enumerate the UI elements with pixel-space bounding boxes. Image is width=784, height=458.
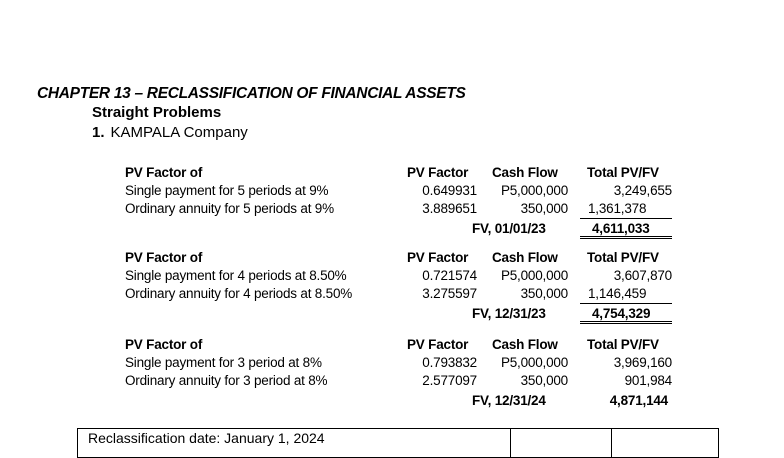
header-cash-flow: Cash Flow bbox=[492, 250, 558, 265]
header-total-pv-fv: Total PV/FV bbox=[587, 250, 659, 265]
row-label: Single payment for 3 period at 8% bbox=[125, 355, 322, 370]
reclassification-table bbox=[77, 428, 719, 458]
chapter-title: CHAPTER 13 – RECLASSIFICATION OF FINANCIAL ASSETS bbox=[37, 85, 466, 102]
problem-heading bbox=[92, 124, 248, 141]
row-label: Ordinary annuity for 4 periods at 8.50% bbox=[125, 286, 353, 301]
row-factor: 2.577097 bbox=[422, 373, 477, 388]
fv-total: 4,611,033 bbox=[592, 221, 650, 236]
pv-block-1 bbox=[0, 165, 784, 249]
row-label: Ordinary annuity for 5 periods at 9% bbox=[125, 201, 334, 216]
header-pv-factor-of: PV Factor of bbox=[125, 337, 203, 352]
row-total: 3,969,160 bbox=[613, 355, 672, 370]
row-factor: 0.721574 bbox=[422, 268, 477, 283]
pv-block-3 bbox=[0, 337, 784, 421]
fv-label: FV, 12/31/23 bbox=[472, 306, 546, 321]
row-total-clip bbox=[580, 286, 672, 304]
fv-total-clip bbox=[580, 306, 672, 324]
row-cash: P5,000,000 bbox=[500, 355, 568, 370]
row-factor: 0.649931 bbox=[422, 183, 477, 198]
row-cash: 350,000 bbox=[520, 201, 568, 216]
problem-number: 1. bbox=[92, 124, 105, 141]
header-total-pv-fv: Total PV/FV bbox=[587, 337, 659, 352]
row-cash: 350,000 bbox=[520, 286, 568, 301]
row-total: 1,361,378 bbox=[588, 201, 647, 216]
row-factor: 3.275597 bbox=[422, 286, 477, 301]
header-total-pv-fv: Total PV/FV bbox=[587, 165, 659, 180]
table-divider bbox=[611, 429, 612, 457]
fv-label: FV, 01/01/23 bbox=[472, 221, 546, 236]
row-factor: 3.889651 bbox=[422, 201, 477, 216]
table-divider bbox=[510, 429, 511, 457]
row-total-clip bbox=[580, 201, 672, 219]
header-pv-factor: PV Factor bbox=[407, 165, 469, 180]
header-pv-factor-of: PV Factor of bbox=[125, 165, 203, 180]
fv-total-clip bbox=[580, 221, 672, 239]
header-pv-factor-of: PV Factor of bbox=[125, 250, 203, 265]
row-label: Single payment for 4 periods at 8.50% bbox=[125, 268, 347, 283]
header-pv-factor: PV Factor bbox=[407, 337, 469, 352]
header-cash-flow: Cash Flow bbox=[492, 165, 558, 180]
row-label: Single payment for 5 periods at 9% bbox=[125, 183, 329, 198]
reclassification-date: Reclassification date: January 1, 2024 bbox=[88, 430, 325, 446]
row-total: 1,146,459 bbox=[588, 286, 647, 301]
section-title: Straight Problems bbox=[92, 104, 222, 121]
header-pv-factor: PV Factor bbox=[407, 250, 469, 265]
row-cash: P5,000,000 bbox=[500, 268, 568, 283]
row-cash: 350,000 bbox=[520, 373, 568, 388]
fv-label: FV, 12/31/24 bbox=[472, 393, 546, 408]
row-factor: 0.793832 bbox=[422, 355, 477, 370]
fv-total: 4,871,144 bbox=[609, 393, 668, 408]
row-cash: P5,000,000 bbox=[500, 183, 568, 198]
row-label: Ordinary annuity for 3 period at 8% bbox=[125, 373, 328, 388]
problem-name: KAMPALA Company bbox=[110, 124, 248, 141]
fv-total: 4,754,329 bbox=[592, 306, 651, 321]
row-total: 901,984 bbox=[624, 373, 672, 388]
pv-block-2 bbox=[0, 250, 784, 334]
row-total: 3,607,870 bbox=[613, 268, 672, 283]
row-total: 3,249,655 bbox=[613, 183, 672, 198]
header-cash-flow: Cash Flow bbox=[492, 337, 558, 352]
